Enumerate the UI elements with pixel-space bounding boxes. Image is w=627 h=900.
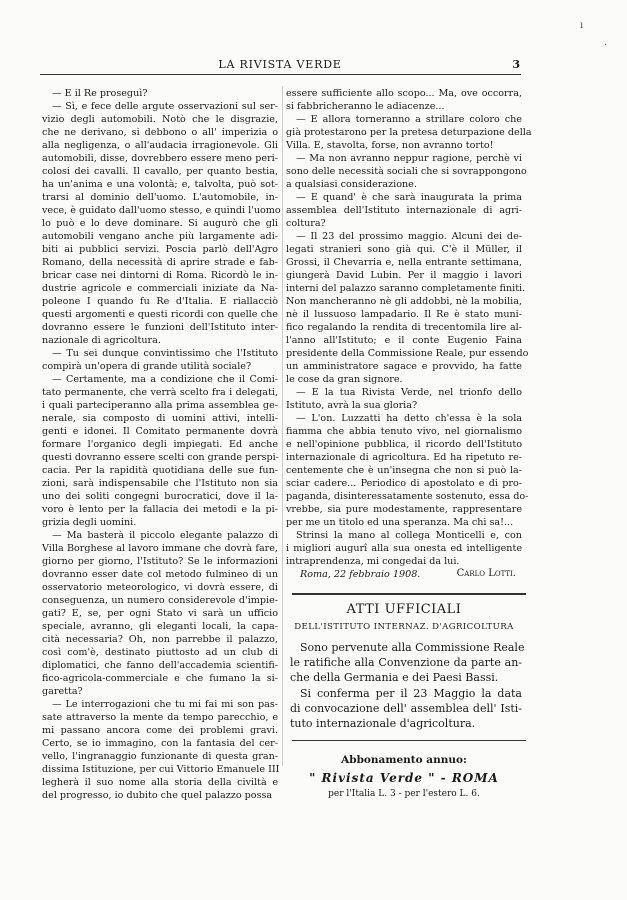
text-line: questi dovranno essere scelti con grande perspi-	[42, 452, 279, 463]
text-line: — Certamente, ma a condizione che il Comi-	[52, 374, 278, 385]
text-line: si fabbricheranno le adiacenze...	[286, 101, 445, 112]
text-line: poleone I quando fu Re d'Italia. E riallacciò	[42, 296, 278, 307]
text-line: automobili vengano anche più largamente adi-	[42, 231, 278, 242]
text-line: genti e idonei. Il Comitato permanente dovrà	[42, 426, 278, 437]
text-line: dissima Istituzione, per cui Vittorio Emanuele III	[42, 764, 280, 775]
margin-mark: ·	[604, 40, 608, 51]
text-line: — Sì, e fece delle argute osservazioni sul ser-	[52, 101, 278, 112]
text-line: grizia degli uomini.	[42, 517, 137, 528]
announcement-line: Si conferma per il 23 Maggio la data	[300, 686, 522, 700]
text-line: formare l'organico degli impiegati. Ed anche	[42, 439, 278, 450]
text-line: fico-agricola-commerciale e che fumano la si-	[42, 673, 278, 684]
text-line: ha un'anima e una volontà; e, talvolta, può sot-	[42, 179, 278, 190]
text-line: lo può e lo deve dominare. Si augurò che gli	[42, 218, 278, 229]
signature: Carlo Lotti.	[456, 568, 516, 579]
text-line: Strinsi la mano al collega Monticelli e, con	[296, 530, 522, 541]
column-divider	[282, 86, 283, 766]
article-closing	[286, 568, 522, 579]
text-line: l'anno all'Istituto; e il conte Eugenio Faina	[286, 335, 522, 346]
text-line: dovranno esser date col metodo fulmineo di un	[42, 569, 278, 580]
text-line: giorno per giorno, l'Istituto? Se le informazioni	[42, 556, 278, 567]
text-line: a qualsiasi considerazione.	[286, 179, 417, 190]
text-line: già protestarono per la pretesa deturpazione della	[286, 127, 532, 138]
subscription-journal: " Rivista Verde " - ROMA	[309, 771, 499, 785]
text-line: nè il lussuoso lampadario. Il Re è stato muni-	[286, 309, 522, 320]
text-line: Villa Borghese al lavoro immane che dovrà fare,	[42, 543, 278, 554]
text-line: biti ai pubblici servizi. Poscia parlò dell'Agro	[42, 244, 278, 255]
text-line: bricar case nei dintorni di Roma. Ricordò le in-	[42, 270, 278, 281]
text-line: questi argomenti e questi ricordi con quelle che	[42, 309, 278, 320]
text-line: i migliori augurî alla sua onesta ed intelligente	[286, 543, 522, 554]
text-line: automobili, disse, dovrebbero essere meno peri-	[42, 153, 278, 164]
journal-title: LA RIVISTA VERDE	[218, 58, 342, 71]
text-line: sate attraverso la mente da tempo parecchio, e	[42, 712, 278, 723]
text-line: uno dei soliti congegni burocratici, dove il la-	[42, 491, 278, 502]
text-line: paganda, disinteressatamente sostenuto, essa do-	[286, 491, 529, 502]
text-line: compirà un'opera di grande utilità sociale?	[42, 361, 252, 372]
atti-announcement	[290, 640, 525, 731]
text-line: colosi dei cavalli. Il cavallo, per quanto bestia,	[42, 166, 278, 177]
text-line: internazionale di agricoltura. Ed ha ripetuto re-	[286, 452, 522, 463]
text-line: mi passano ancora come dei problemi gravi.	[42, 725, 278, 736]
announcement-line: di convocazione dell' assemblea dell' Isti-	[290, 701, 522, 715]
text-line: dovranno essere le funzioni dell'Istituto inter-	[42, 322, 278, 333]
text-line: vizio degli automobili. Notò che le disgrazie,	[42, 114, 278, 125]
page-header	[40, 58, 520, 72]
text-line: le cose da gran signore.	[286, 374, 403, 385]
text-line: interni del palazzo saranno completamente finiti.	[286, 283, 526, 294]
text-line: cità necessaria? Oh, non parrebbe il palazzo,	[42, 634, 278, 645]
text-line: e nell'opinione pubblica, il ricordo dell'Istituto	[286, 439, 522, 450]
text-line: fiamma che abbia tenuto vivo, nel giornalismo	[286, 426, 522, 437]
text-line: sciar cadere... Periodico di apostolato e di pro-	[286, 478, 522, 489]
text-line: centemente che è un'insegna che non si può la-	[286, 465, 522, 476]
text-line: Villa. E, stavolta, forse, non avranno torto!	[286, 140, 494, 151]
text-line: nazionale di agricoltura.	[42, 335, 161, 346]
text-line: — Ma basterà il piccolo elegante palazzo di	[52, 530, 278, 541]
section-rule-top	[292, 593, 526, 595]
text-line: del progresso, io dubito che quel palazzo possa	[42, 790, 273, 801]
text-line: intraprendenza, mi congedai da lui.	[286, 556, 460, 567]
text-line: assemblea dell'Istituto internazionale di agri-	[286, 205, 522, 216]
atti-subtitle: DELL'ISTITUTO INTERNAZ. D'AGRICOLTURA	[294, 622, 514, 632]
right-column	[286, 87, 532, 568]
text-line: cacia. Per la rapidità quotidiana delle sue fun-	[42, 465, 278, 476]
text-line: — Ma non avranno neppur ragione, perchè vi	[296, 153, 522, 164]
text-line: diplomatici, che fanno dell'accademia scientifi-	[42, 660, 278, 671]
text-line: trarsi al dominio dell'uomo. L'automobile, in-	[42, 192, 278, 203]
text-line: fico regalando la rendita di trecentomila lire al-	[286, 322, 522, 333]
text-line: coltura?	[286, 218, 326, 229]
text-line: garetta?	[42, 686, 83, 697]
page-number: 3	[512, 58, 520, 71]
section-rule-bottom	[292, 740, 526, 741]
text-line: — E allora torneranno a strillare coloro che	[296, 114, 522, 125]
text-line: vrebbe, sia pure modestamente, rappresentare	[286, 504, 522, 515]
text-line: sono delle necessità sociali che si sovrappongono	[286, 166, 527, 177]
dateline: Roma, 22 febbraio 1908.	[300, 569, 421, 580]
text-line: — E quand' è che sarà inaugurata la prima	[296, 192, 522, 203]
text-line: giungerà David Lubin. Per il maggio i lavori	[286, 270, 522, 281]
text-line: Istituto, avrà la sua gloria?	[286, 400, 418, 411]
text-line: conseguenza, un numero considerevole d'impie-	[42, 595, 278, 606]
text-line: — Le interrogazioni che tu mi fai mi son pas-	[52, 699, 278, 710]
text-line: — E il Re proseguì?	[52, 88, 148, 99]
announcement-line: che della Germania e dei Paesi Bassi.	[290, 671, 499, 685]
text-line: — E la tua Rivista Verde, nel trionfo dello	[296, 387, 522, 398]
header-rule	[40, 74, 521, 75]
text-line: gati? E, se, per ogni Stato vi sarà un ufficio	[42, 608, 278, 619]
left-column	[42, 87, 281, 802]
text-line: Grossi, il Chevarria e, nella entrante settimana,	[286, 257, 522, 268]
text-line: osservatorio meteorologico, vi dovrà essere, di	[42, 582, 278, 593]
announcement-line: tuto internazionale d'agricoltura.	[290, 716, 476, 730]
text-line: alla negligenza, o all'audacia irragionevole. Gli	[42, 140, 278, 151]
text-line: che ne derivano, si debbono o all' imperizia o	[42, 127, 278, 138]
text-line: i quali parteciperanno alla prima assemblea ge-	[42, 400, 278, 411]
text-line: vello, l'ingranaggio funzionante di questa gran-	[42, 751, 278, 762]
text-line: tato permanente, che verrà scelto fra i delegati,	[42, 387, 278, 398]
text-line: così com'è, destinato piuttosto ad un club di	[42, 647, 278, 658]
subscription-price: per l'Italia L. 3 - per l'estero L. 6.	[328, 789, 480, 799]
subscription-title: Abbonamento annuo:	[341, 754, 467, 766]
text-line: legherà il suo nome alla storia della civiltà e	[42, 777, 278, 788]
atti-title: ATTI UFFICIALI	[346, 602, 462, 617]
text-line: nerale, sia composto di uomini attivi, intelli-	[42, 413, 278, 424]
margin-mark: ı	[580, 20, 584, 31]
announcement-line: le ratifiche alla Convenzione da parte an-	[290, 656, 522, 670]
text-line: dustrie agricole e commerciali iniziate da Na-	[42, 283, 278, 294]
text-line: vece, è guidato dall'uomo stesso, e quindi l'uomo	[42, 205, 281, 216]
text-line: per me un titolo ed una speranza. Ma chi sa!...	[286, 517, 514, 528]
text-line: un amministratore sagace e provvido, ha fatte	[286, 361, 522, 372]
text-line: — Il 23 del prossimo maggio. Alcuni dei de-	[296, 231, 522, 242]
text-line: Certo, se io immagino, con la fantasia del cer-	[42, 738, 278, 749]
text-line: speciale, avranno, gli eleganti locali, la capa-	[42, 621, 278, 632]
text-line: Romano, della necessità di aprire strade e fab-	[42, 257, 278, 268]
text-line: — L'on. Luzzatti ha detto ch'essa è la sola	[296, 413, 522, 424]
text-line: voro è lento per la fallacia dei metodi e la pi-	[42, 504, 278, 515]
text-line: Non mancheranno nè gli addobbi, nè la mobilia,	[286, 296, 522, 307]
text-line: — Tu sei dunque convintissimo che l'Istituto	[52, 348, 278, 359]
text-line: zioni, sarà indispensabile che l'Istituto non sia	[42, 478, 278, 489]
text-line: essere sufficiente allo scopo... Ma, ove occorra,	[286, 88, 522, 99]
announcement-line: Sono pervenute alla Commissione Reale	[300, 641, 525, 654]
text-line: presidente della Commissione Reale, pur essendo	[286, 348, 529, 359]
text-line: legati stranieri sono già qui. C'è il Müller, il	[286, 244, 522, 255]
